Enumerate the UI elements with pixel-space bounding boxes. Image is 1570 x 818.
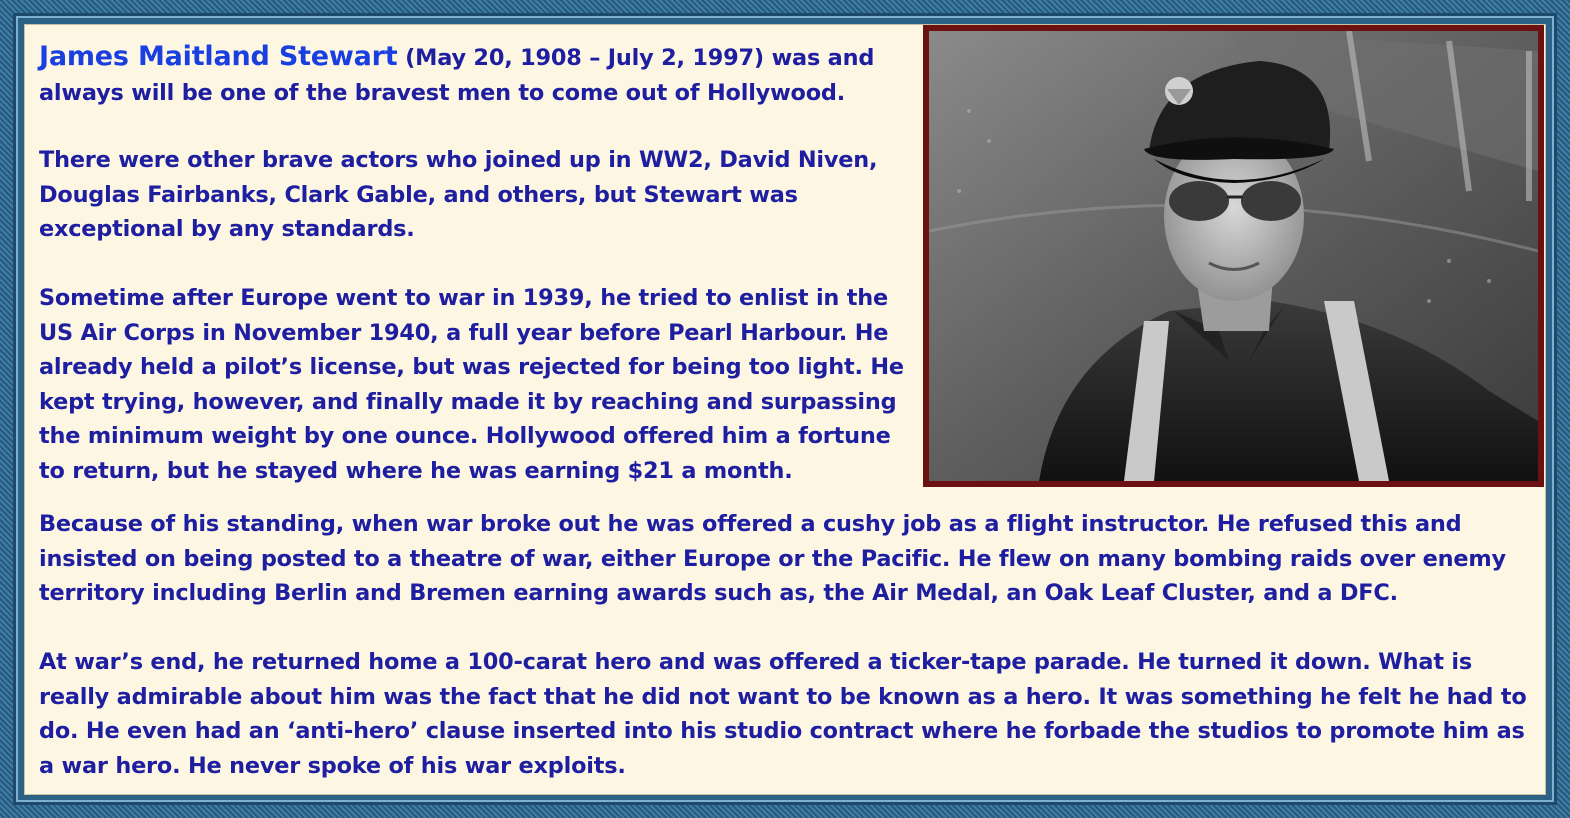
text-line: kept trying, however, and finally made it by reaching and surpassing: [39, 388, 897, 415]
text-line: At war’s end, he returned home a 100-carat hero and was offered a ticker-tape parade. He turned it down. What is: [39, 649, 1473, 675]
paragraph-enlistment: [39, 281, 919, 488]
text-line: the minimum weight by one ounce. Hollywood offered him a fortune: [39, 423, 891, 449]
text-line: already held a pilot’s license, but was rejected for being too light. He: [39, 354, 904, 380]
text-line: Because of his standing, when war broke out he was offered a cushy job as a flight instructor. He refused this and: [39, 511, 1462, 537]
portrait-photo: [929, 31, 1538, 481]
text-line: US Air Corps in November 1940, a full year before Pearl Harbour. He: [39, 319, 889, 346]
intro-paragraph: [39, 40, 919, 110]
photo-frame: [923, 25, 1544, 487]
paragraph-service: [39, 507, 1539, 611]
text-line: Douglas Fairbanks, Clark Gable, and others, but Stewart was: [39, 181, 798, 208]
text-line: do. He even had an ‘anti-hero’ clause inserted into his studio contract where he forbade the studios to promote him as: [39, 718, 1525, 744]
text-line: to return, but he stayed where he was earning $21 a month.: [39, 457, 793, 484]
text-line: really admirable about him was the fact that he did not want to be known as a hero. It was something he felt he had to: [39, 683, 1527, 710]
paragraph-other-actors: [39, 143, 919, 247]
text-line: territory including Berlin and Bremen earning awards such as, the Air Medal, an Oak Leaf Cluster, and a DFC.: [39, 580, 1398, 606]
text-line: Sometime after Europe went to war in 1939, he tried to enlist in the: [39, 285, 888, 311]
text-line: exceptional by any standards.: [39, 216, 415, 242]
paragraph-war-end: [39, 645, 1539, 783]
subject-name: James Maitland Stewart: [39, 41, 398, 72]
text-line: insisted on being posted to a theatre of war, either Europe or the Pacific. He flew on many bombing raids over enemy: [39, 545, 1506, 572]
text-line: a war hero. He never spoke of his war exploits.: [39, 752, 626, 779]
text-line: There were other brave actors who joined up in WW2, David Niven,: [39, 147, 878, 173]
intro-line-1-rest: (May 20, 1908 – July 2, 1997) was and: [397, 45, 875, 71]
intro-line-2: always will be one of the bravest men to come out of Hollywood.: [39, 79, 846, 106]
content-panel: [24, 24, 1546, 795]
